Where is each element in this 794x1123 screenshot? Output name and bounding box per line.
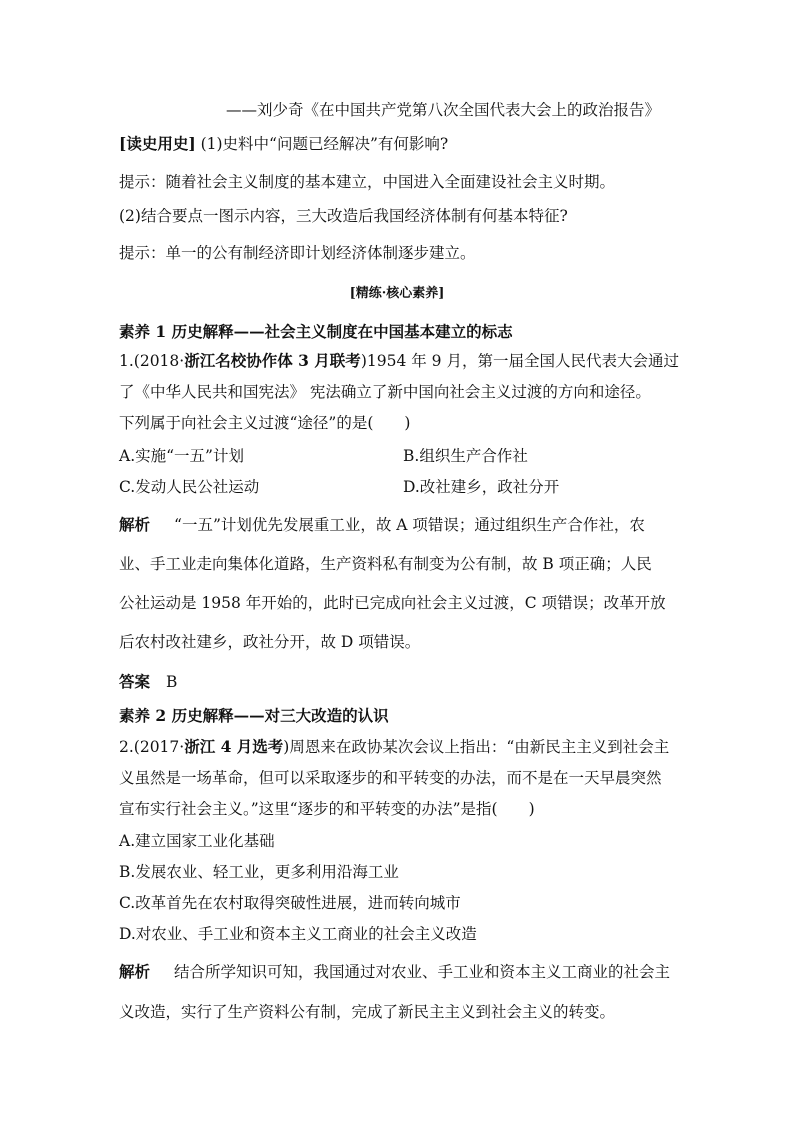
read-hint-2: 提示：单一的公有制经济即计划经济体制逐步建立。 (119, 244, 476, 262)
s1-option-d: D.改社建乡，政社分开 (403, 478, 560, 496)
s1-answer-value: B (166, 673, 178, 691)
s2-q-text: )周恩来在政协某次会议上指出：“由新民主主义到社会主 (283, 738, 670, 756)
s2-explanation-line-2: 义改造，实行了生产资料公有制，完成了新民主主义到社会主义的转变。 (119, 1003, 616, 1021)
source-citation: ——刘少奇《在中国共产党第八次全国代表大会上的政治报告》 (226, 101, 661, 119)
s1-explanation-line-3: 公社运动是 1958 年开始的，此时已完成向社会主义过渡，C 项错误；改革开放 (119, 594, 666, 612)
s1-q-source: 浙江名校协作体 3 月联考 (184, 351, 361, 370)
read-question-1 (119, 134, 448, 154)
s1-question-line-2: 了《中华人民共和国宪法》 宪法确立了新中国向社会主义过渡的方向和途径。 (119, 383, 651, 401)
s1-explanation-line-1 (119, 515, 645, 535)
read-question-1-text: (1)史料中“问题已经解决”有何影响? (195, 135, 449, 153)
s2-explanation-line-1 (119, 962, 670, 982)
s1-explanation-line-2: 业、手工业走向集体化道路，生产资料私有制变为公有制，故 B 项正确；人民 (119, 555, 652, 573)
s1-option-c: C.发动人民公社运动 (119, 478, 260, 496)
s2-explanation-label: 解析 (119, 962, 151, 981)
s2-option-c: C.改革首先在农村取得突破性进展，进而转向城市 (119, 894, 461, 912)
s1-explanation-line-4: 后农村改社建乡，政社分开，故 D 项错误。 (119, 633, 421, 651)
read-hint-1: 提示：随着社会主义制度的基本建立，中国进入全面建设社会主义时期。 (119, 173, 616, 191)
s1-option-b: B.组织生产合作社 (403, 447, 528, 465)
s1-option-a: A.实施“一五”计划 (119, 447, 244, 465)
s2-heading-title: ——对三大改造的认识 (233, 706, 389, 725)
s1-heading (119, 322, 513, 342)
s1-heading-type: 历史解释 (171, 322, 234, 341)
read-question-2: (2)结合要点一图示内容，三大改造后我国经济体制有何基本特征? (119, 207, 568, 225)
s2-question-line-3: 宣布实行社会主义。”这里“逐步的和平转变的办法”是指( ) (119, 800, 535, 818)
read-label: [读史用史] (119, 134, 196, 153)
s1-question-line-1 (119, 351, 679, 371)
s2-q-source: 浙江 4 月选考 (184, 737, 284, 756)
s2-option-a: A.建立国家工业化基础 (119, 832, 275, 850)
s2-explanation-text-1: 结合所学知识可知，我国通过对农业、手工业和资本主义工商业的社会主 (174, 963, 671, 981)
s2-heading-num: 素养 2 (119, 706, 172, 725)
section-label: [精练·核心素养] (349, 286, 445, 301)
s2-q-prefix: 2.(2017· (119, 738, 185, 756)
s1-q-prefix: 1.(2018· (119, 352, 185, 370)
s1-explanation-text-1: “一五”计划优先发展重工业，故 A 项错误；通过组织生产合作社，农 (174, 516, 645, 534)
s1-q-text: )1954 年 9 月，第一届全国人民代表大会通过 (360, 352, 679, 370)
s2-heading-type: 历史解释 (171, 706, 234, 725)
s2-heading (119, 706, 389, 726)
s1-question-line-3: 下列属于向社会主义过渡“途径”的是( ) (119, 414, 411, 432)
s2-question-line-2: 义虽然是一场革命，但可以采取逐步的和平转变的办法，而不是在一天早晨突然 (119, 769, 662, 787)
s2-option-d: D.对农业、手工业和资本主义工商业的社会主义改造 (119, 925, 477, 943)
s2-question-line-1 (119, 737, 669, 757)
s1-answer (119, 672, 177, 692)
s1-explanation-label: 解析 (119, 515, 151, 534)
s2-option-b: B.发展农业、轻工业，更多利用沿海工业 (119, 863, 399, 881)
s1-answer-label: 答案 (119, 672, 151, 691)
s1-heading-num: 素养 1 (119, 322, 172, 341)
s1-heading-title: ——社会主义制度在中国基本建立的标志 (233, 322, 513, 341)
